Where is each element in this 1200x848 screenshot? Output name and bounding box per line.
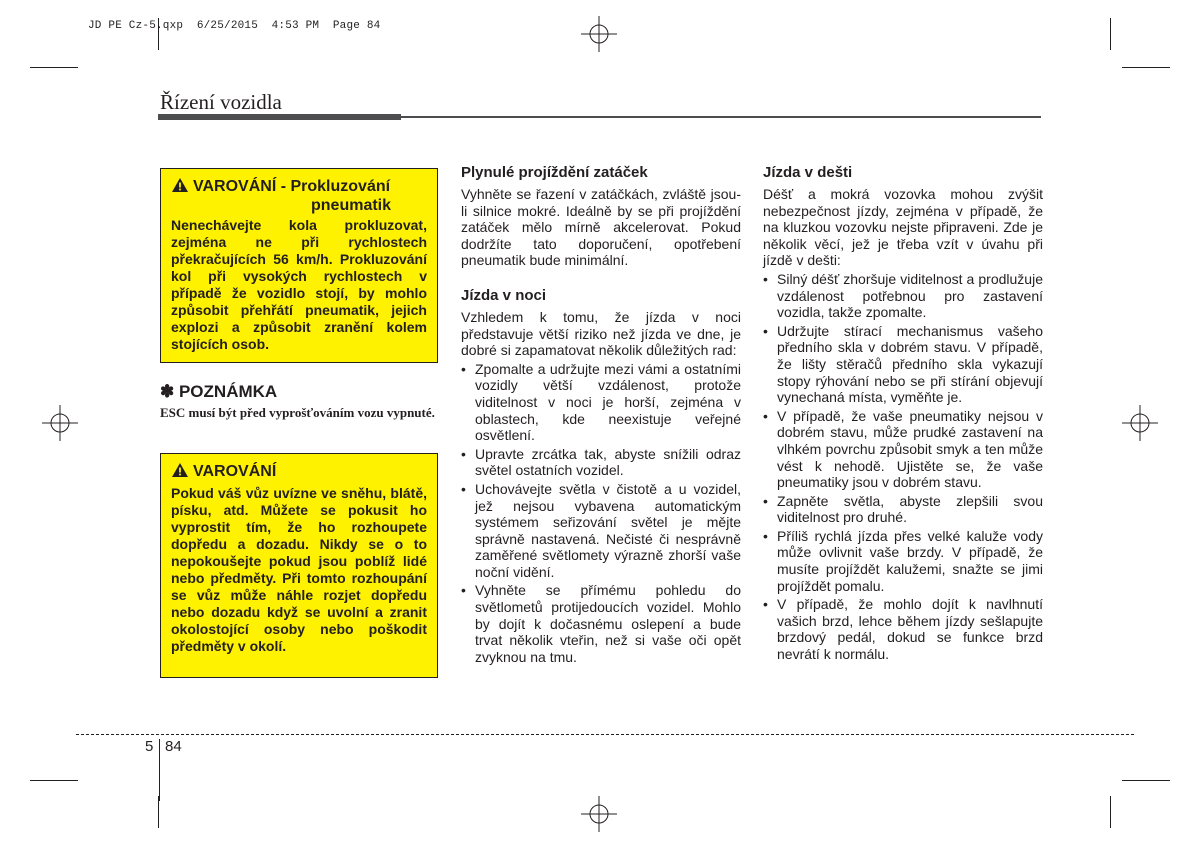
note-body: ESC musí být před vyprošťováním vozu vypnuté. (160, 405, 435, 420)
warning-title-line2: pneumatik (311, 197, 392, 214)
middle-column (461, 164, 741, 667)
registration-mark-bottom (581, 796, 617, 832)
list-item: • Vyhněte se přímému pohledu do světlometů protijedoucích vozidel. Mohlo by dojít k dočasnému oslepení a bude trvat několik vteřin, než si vaše oči opět zvyknou na tmu. (461, 582, 741, 665)
print-slug: JD PE Cz-5.qxp 6/25/2015 4:53 PM Page 84 (88, 20, 381, 32)
paragraph-rain-driving: Déšť a mokrá vozovka mohou zvýšit nebezpečnost jízdy, zejména v případě, že na kluzkou vozovku nejste připraveni. Zde je několik věcí, jež je třeba vzít v úvahu při jízdě v dešti: (763, 186, 1043, 269)
warning-body: Nenechávejte kola prokluzovat, zejména ne při rychlostech překračujících 56 km/h. Prokluzování kol při vysokých rychlostech v případě že vozidlo stojí, by mohlo způsobit přehřátí pneumatik, jejich explozi a způsobit zranění kolem stojících osob. (171, 217, 427, 352)
list-item: • Udržujte stírací mechanismus vašeho předního skla v dobrém stavu. V případě, že lišty stěračů předního skla vykazují stopy rýhování nebo se při stírání objevují vynechaná místa, vyměňte je. (763, 322, 1043, 406)
footer-dashed-line (76, 734, 1134, 735)
warning-title (171, 462, 427, 483)
warning-triangle-icon (171, 177, 193, 215)
section-title: Řízení vozidla (160, 90, 282, 114)
warning-title-text: VAROVÁNÍ (193, 463, 277, 480)
warning-body: Pokud váš vůz uvízne ve sněhu, blátě, písku, atd. Můžete se pokusit ho vyprostit tím, že ho rozhoupete dopředu a dozadu. Nikdy se o to nepokoušejte pokud jsou poblíž lidé nebo předměty. Při tomto rozhoupání se vůz může náhle rozjet dopředu nebo dozadu když se uvolní a zranit okolostojící osoby nebo poškodit předměty v okolí. (171, 485, 427, 654)
heading-night-driving: Jízda v noci (461, 286, 547, 304)
list-item: • V případě, že mohlo dojít k navlhnutí vašich brzd, lehce během jízdy sešlapujte brzdový pedál, dokud se funkce brzd nevrátí k normálu. (763, 596, 1043, 663)
paragraph-night-driving: Vzhledem k tomu, že jízda v noci představuje větší riziko než jízda ve dne, je dobré si zapamatovat několik důležitých rad: (461, 308, 741, 359)
page-number-divider (159, 739, 160, 801)
rain-driving-list (763, 271, 1043, 663)
list-item: • Příliš rychlá jízda přes velké kaluže vody může ovlivnit vaše brzdy. V případě, že musíte projíždět kalužemi, snažte se jimi projíždět pomalu. (763, 527, 1043, 594)
list-item: • Zapněte světla, abyste zlepšili svou viditelnost pro druhé. (763, 492, 1043, 526)
registration-mark-top (581, 16, 617, 52)
header-rule-thick (158, 114, 401, 120)
page-number: 84 (165, 738, 182, 755)
warning-title (171, 177, 427, 215)
list-item: • Zpomalte a udržujte mezi vámi a ostatními vozidly větší vzdálenost, protože viditelnost v noci je horší, zejména v oblastech, kde neexistuje veřejné osvětlení. (461, 360, 741, 444)
list-item: • Upravte zrcátka tak, abyste snížili odraz světel ostatních vozidel. (461, 445, 741, 479)
warning-title-line1: VAROVÁNÍ - Prokluzování (193, 178, 391, 195)
night-driving-list (461, 361, 741, 666)
paragraph-smooth-cornering: Vyhněte se řazení v zatáčkách, zvláště jsou-li silnice mokré. Ideálně by se při projíždění zatáček mělo mírně akcelerovat. Pokud dodržíte tato doporučení, opotřebení pneumatik bude minimální. (461, 186, 741, 269)
registration-mark-left (42, 405, 78, 441)
warning-box-wheelspin (160, 168, 438, 363)
chapter-number: 5 (145, 738, 154, 755)
list-item: • Uchovávejte světla v čistotě a u vozidel, jež nejsou vybavena automatickým systémem seřizování světel je mějte správně nastavená. Nečisté či nesprávně zaměřené světlomety výrazně zhorší vaše noční vidění. (461, 480, 741, 580)
warning-triangle-icon (171, 462, 193, 483)
list-item: • V případě, že vaše pneumatiky nejsou v dobrém stavu, může prudké zastavení na vlhkém povrchu způsobit smyk a ten může vést k nehodě. Ujistěte se, že vaše pneumatiky jsou v dobrém stavu. (763, 407, 1043, 491)
heading-rain-driving: Jízda v dešti (763, 164, 853, 181)
warning-box-stuck-vehicle (160, 453, 438, 678)
note-heading: ✽ POZNÁMKA (160, 382, 278, 401)
header-rule-thin (401, 116, 1041, 118)
heading-smooth-cornering: Plynulé projíždění zatáček (461, 164, 648, 181)
list-item: • Silný déšť zhoršuje viditelnost a prodlužuje vzdálenost potřebnou pro zastavení vozidla, takže zpomalte. (763, 270, 1043, 321)
right-column (763, 164, 1043, 665)
registration-mark-right (1122, 405, 1158, 441)
